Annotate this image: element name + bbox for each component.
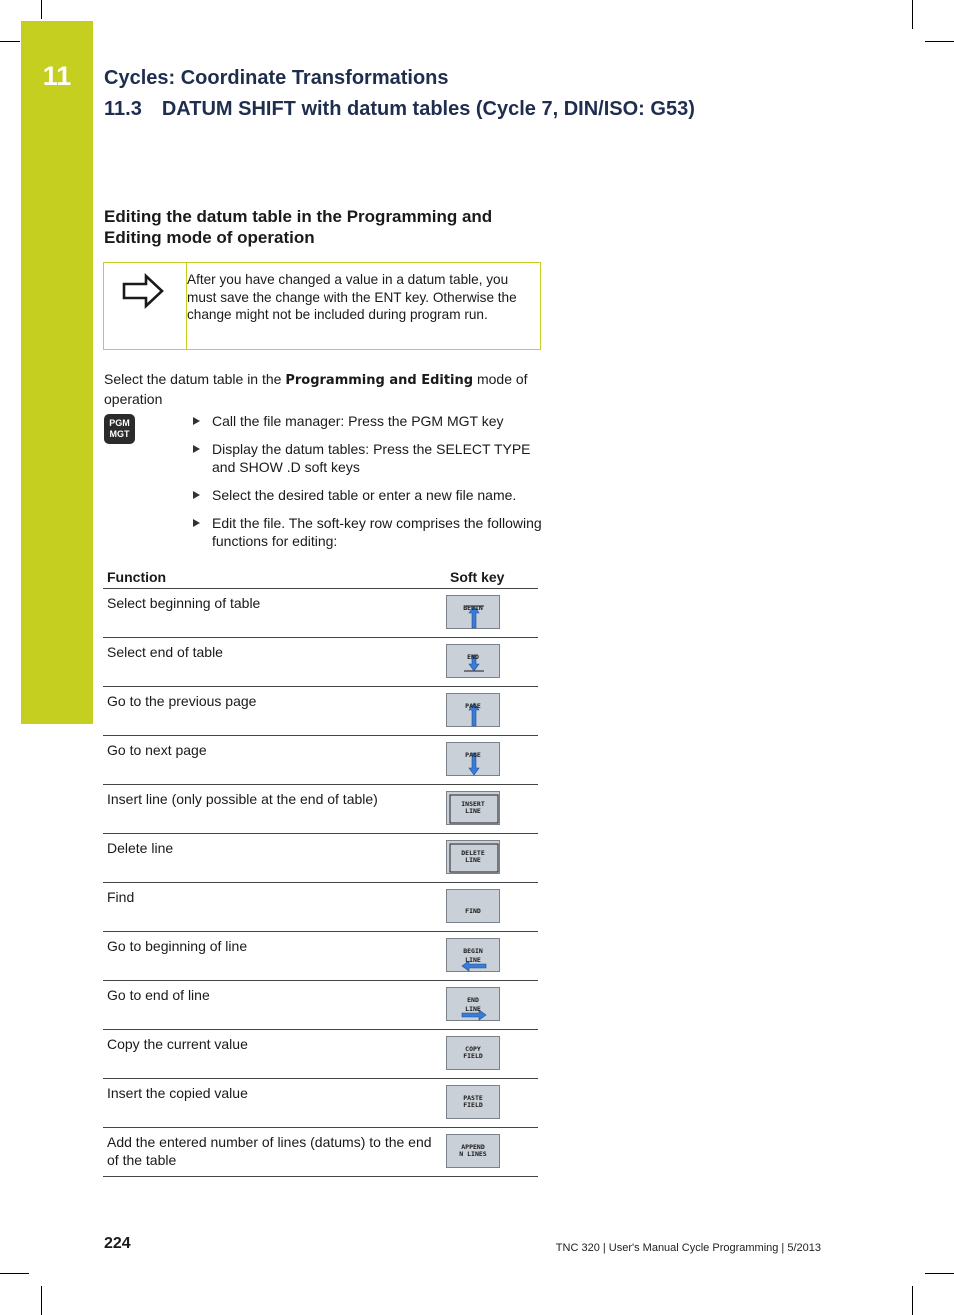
softkey-cell: [446, 638, 538, 687]
function-cell: Go to beginning of line: [103, 932, 446, 981]
step-item: [192, 514, 544, 550]
table-row: [103, 1128, 538, 1177]
softkey-label-bottom: FIELD: [463, 1052, 483, 1060]
function-cell: Go to end of line: [103, 981, 446, 1030]
softkey-header: Soft key: [446, 562, 538, 589]
triangle-bullet-icon: [193, 519, 200, 527]
crop-mark: [0, 41, 20, 42]
chapter-title: Cycles: Coordinate Transformations: [104, 67, 449, 89]
section-number: 11.3: [104, 98, 142, 120]
softkey-cell: [446, 883, 538, 932]
softkey-button: [446, 693, 500, 727]
table-row: [103, 932, 538, 981]
table-row: [103, 736, 538, 785]
function-table-body: [103, 589, 538, 1177]
section-title: [104, 98, 695, 121]
intro-bold: Programming and Editing: [285, 373, 474, 388]
crop-mark: [41, 0, 42, 19]
step-text: Display the datum tables: Press the SELECT TYPE and SHOW .D soft keys: [212, 441, 531, 475]
softkey-cell: [446, 785, 538, 834]
softkey-label-top: PAGE: [465, 751, 481, 759]
softkey-cell: [446, 1128, 538, 1177]
table-row: [103, 785, 538, 834]
function-table: [103, 562, 538, 1177]
softkey-button: [446, 742, 500, 776]
crop-mark: [912, 0, 913, 29]
softkey-button: [446, 1134, 500, 1168]
softkey-label-middle: LINE: [465, 956, 481, 964]
crop-mark: [912, 1286, 913, 1315]
softkey-cell: [446, 736, 538, 785]
intro-after: mode of operation: [104, 371, 528, 407]
function-cell: Select beginning of table: [103, 589, 446, 638]
section-name: DATUM SHIFT with datum tables (Cycle 7, DIN/ISO: G53): [161, 98, 695, 120]
note-box: [103, 262, 541, 350]
softkey-cell: [446, 1079, 538, 1128]
softkey-button: [446, 938, 500, 972]
softkey-button: [446, 644, 500, 678]
arrow-right-icon: [122, 273, 166, 314]
step-item: [192, 440, 544, 476]
softkey-label-middle: LINE: [465, 1005, 481, 1013]
softkey-label-top: END: [467, 653, 479, 661]
function-cell: Insert the copied value: [103, 1079, 446, 1128]
softkey-cell: [446, 932, 538, 981]
function-cell: Add the entered number of lines (datums) to the end of the table: [103, 1128, 446, 1177]
softkey-button: [446, 595, 500, 629]
triangle-bullet-icon: [193, 417, 200, 425]
chapter-number: 11: [42, 61, 72, 91]
softkey-label-top: DELETE: [461, 849, 485, 857]
function-cell: Go to the previous page: [103, 687, 446, 736]
softkey-cell: [446, 589, 538, 638]
softkey-button: [446, 840, 500, 874]
softkey-cell: [446, 981, 538, 1030]
crop-mark: [0, 1273, 29, 1274]
table-row: [103, 883, 538, 932]
triangle-bullet-icon: [193, 445, 200, 453]
softkey-label-bottom: LINE: [465, 856, 481, 864]
softkey-button: [446, 1036, 500, 1070]
pgm-key-line2: MGT: [109, 429, 130, 439]
function-header: Function: [103, 562, 446, 589]
softkey-label-top: PASTE: [463, 1094, 483, 1102]
footer-text: TNC 320 | User's Manual Cycle Programming | 5/2013: [555, 1242, 821, 1254]
crop-mark: [925, 41, 954, 42]
softkey-button: [446, 889, 500, 923]
softkey-label-top: COPY: [465, 1045, 481, 1053]
pgm-mgt-key-icon: [104, 414, 135, 444]
crop-mark: [925, 1273, 954, 1274]
intro-before: Select the datum table in the: [104, 371, 286, 387]
function-cell: Copy the current value: [103, 1030, 446, 1079]
softkey-label-top: END: [467, 996, 479, 1004]
table-row: [103, 687, 538, 736]
step-text: Call the file manager: Press the PGM MGT key: [212, 413, 504, 429]
step-text: Edit the file. The soft-key row comprises the following functions for editing:: [212, 515, 542, 549]
step-item: [192, 412, 544, 430]
softkey-cell: [446, 1030, 538, 1079]
subheading: Editing the datum table in the Programming and Editing mode of operation: [104, 207, 493, 247]
page-number: 224: [104, 1235, 131, 1252]
crop-mark: [41, 1286, 42, 1315]
softkey-label-middle: FIND: [465, 907, 481, 915]
softkey-cell: [446, 834, 538, 883]
softkey-label-bottom: N LINES: [459, 1150, 487, 1158]
step-text: Select the desired table or enter a new file name.: [212, 487, 517, 503]
table-row: [103, 981, 538, 1030]
function-cell: Go to next page: [103, 736, 446, 785]
table-row: [103, 638, 538, 687]
function-cell: Insert line (only possible at the end of table): [103, 785, 446, 834]
table-row: [103, 1030, 538, 1079]
softkey-cell: [446, 687, 538, 736]
softkey-label-top: INSERT: [461, 800, 485, 808]
chapter-sidebar: [21, 21, 93, 724]
triangle-bullet-icon: [193, 491, 200, 499]
softkey-label-top: BEGIN: [463, 604, 483, 612]
table-row: [103, 834, 538, 883]
function-cell: Find: [103, 883, 446, 932]
function-cell: Select end of table: [103, 638, 446, 687]
step-list: [192, 412, 544, 560]
intro-text: [104, 370, 544, 408]
softkey-label-bottom: LINE: [465, 807, 481, 815]
softkey-button: [446, 1085, 500, 1119]
step-item: [192, 486, 544, 504]
table-header-row: [103, 562, 538, 589]
softkey-label-top: BEGIN: [463, 947, 483, 955]
table-row: [103, 1079, 538, 1128]
pgm-key-line1: PGM: [109, 418, 130, 428]
softkey-label-top: PAGE: [465, 702, 481, 710]
note-text: After you have changed a value in a datum table, you must save the change with the ENT key. Otherwise the change might not be included during program run.: [187, 272, 517, 322]
table-row: [103, 589, 538, 638]
softkey-button: [446, 791, 500, 825]
softkey-label-bottom: FIELD: [463, 1101, 483, 1109]
softkey-button: [446, 987, 500, 1021]
softkey-label-top: APPEND: [461, 1143, 485, 1151]
function-cell: Delete line: [103, 834, 446, 883]
